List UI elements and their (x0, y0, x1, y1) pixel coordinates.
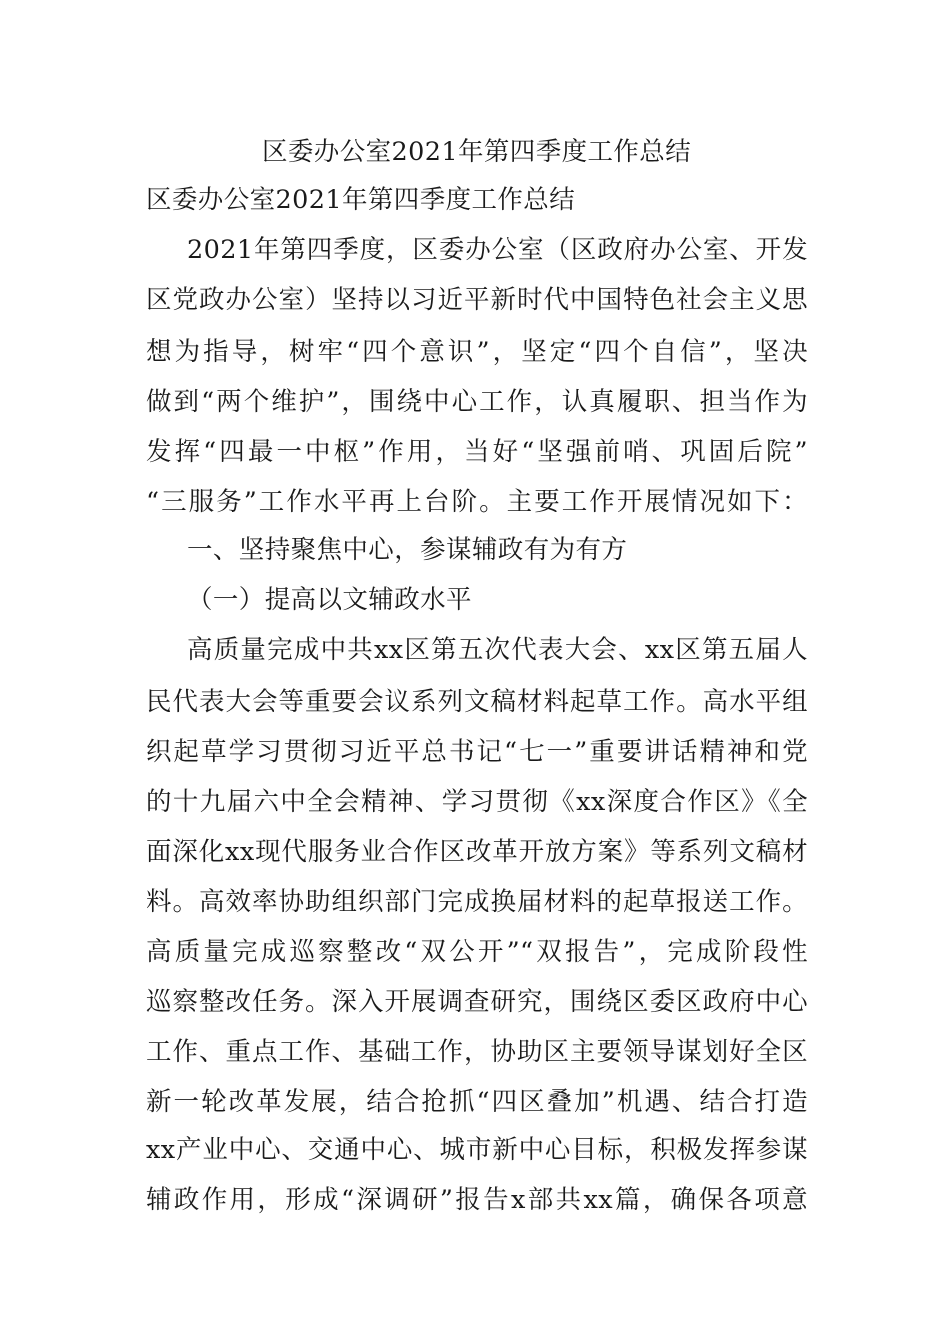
paragraph-line: 2021年第四季度，区委办公室（区政府办公室、开发 (187, 235, 808, 265)
paragraph-line: 区党政办公室）坚持以习近平新时代中国特色社会主义思 (146, 285, 808, 315)
paragraph-line: 织起草学习贯彻习近平总书记“七一”重要讲话精神和党 (146, 737, 808, 767)
paragraph-line: 料。高效率协助组织部门完成换届材料的起草报送工作。 (146, 887, 808, 917)
document-subtitle: 区委办公室2021年第四季度工作总结 (146, 185, 576, 215)
paragraph-line: 高质量完成巡察整改“双公开”“双报告”，完成阶段性 (146, 937, 808, 967)
paragraph-line: 发挥“四最一中枢”作用，当好“坚强前哨、巩固后院” (146, 437, 808, 467)
section-heading: 一、坚持聚焦中心，参谋辅政有为有方 (187, 535, 628, 565)
paragraph-line: 想为指导，树牢“四个意识”，坚定“四个自信”，坚决 (146, 337, 808, 367)
paragraph-line: 高质量完成中共xx区第五次代表大会、xx区第五届人 (187, 635, 808, 665)
paragraph-line: 面深化xx现代服务业合作区改革开放方案》等系列文稿材 (146, 837, 808, 867)
paragraph-line: “三服务”工作水平再上台阶。主要工作开展情况如下： (146, 487, 808, 517)
paragraph-line: 辅政作用，形成“深调研”报告x部共xx篇，确保各项意 (146, 1185, 808, 1215)
paragraph-line: 巡察整改任务。深入开展调查研究，围绕区委区政府中心 (146, 987, 808, 1017)
paragraph-line: 做到“两个维护”，围绕中心工作，认真履职、担当作为 (146, 387, 808, 417)
paragraph-line: xx产业中心、交通中心、城市新中心目标，积极发挥参谋 (146, 1135, 808, 1165)
paragraph-line: 新一轮改革发展，结合抢抓“四区叠加”机遇、结合打造 (146, 1087, 808, 1117)
document-title: 区委办公室2021年第四季度工作总结 (262, 137, 692, 167)
paragraph-line: 民代表大会等重要会议系列文稿材料起草工作。高水平组 (146, 687, 808, 717)
paragraph-line: 的十九届六中全会精神、学习贯彻《xx深度合作区》《全 (146, 787, 808, 817)
paragraph-line: 工作、重点工作、基础工作，协助区主要领导谋划好全区 (146, 1037, 808, 1067)
subsection-heading: （一）提高以文辅政水平 (187, 585, 472, 615)
